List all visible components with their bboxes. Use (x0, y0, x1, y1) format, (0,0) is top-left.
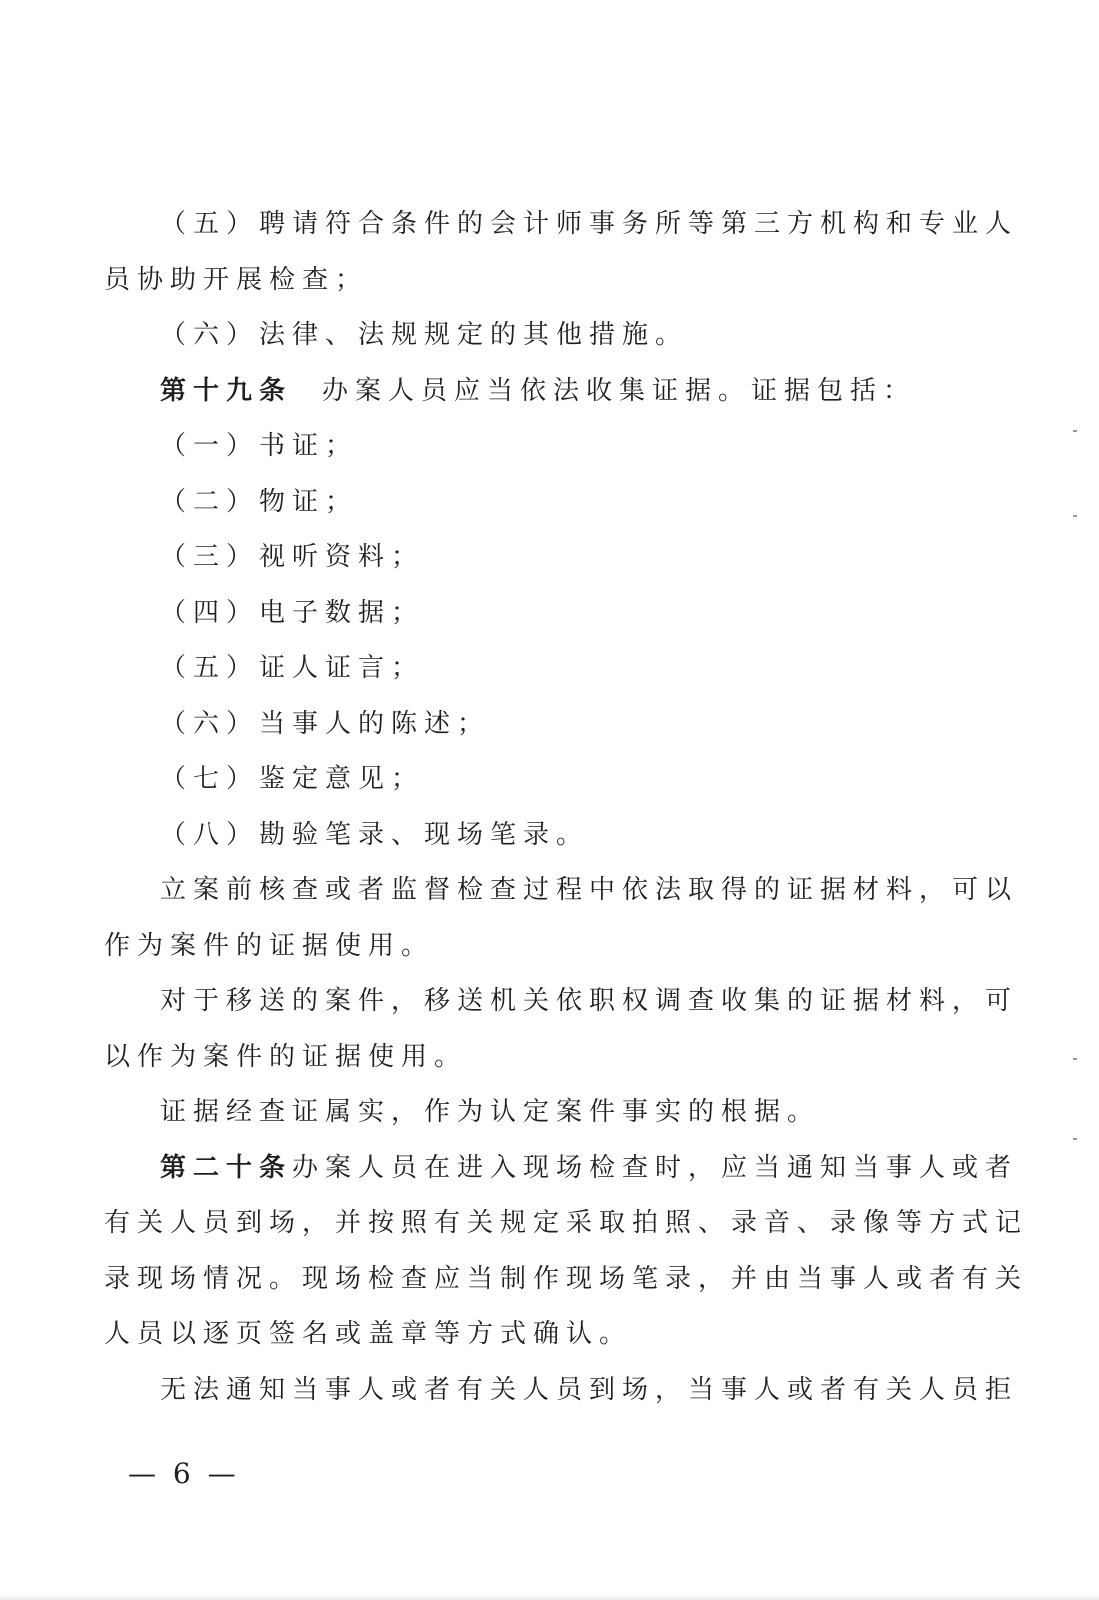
text-line: 人员以逐页签名或盖章等方式确认。 (104, 1319, 633, 1349)
text-line: 以作为案件的证据使用。 (104, 1042, 468, 1072)
list-item: （二）物证； (160, 487, 359, 517)
scan-mark (1073, 430, 1077, 432)
article-heading: 第二十条 (160, 1153, 293, 1183)
list-item: （八）勘验笔录、现场笔录。 (160, 820, 590, 850)
text-line: 录现场情况。现场检查应当制作现场笔录，并由当事人或者有关 (104, 1264, 1029, 1294)
article-20-line (160, 1148, 1018, 1188)
list-item: （七）鉴定意见； (160, 764, 425, 794)
list-item: （三）视听资料； (160, 542, 425, 572)
text-line: 证据经查证属实，作为认定案件事实的根据。 (160, 1097, 821, 1127)
article-heading: 第十九条 (160, 376, 293, 406)
list-item: （一）书证； (160, 431, 359, 461)
text-line: （六）法律、法规规定的其他措施。 (160, 320, 689, 350)
text-line: 作为案件的证据使用。 (104, 931, 435, 961)
list-item: （四）电子数据； (160, 598, 425, 628)
page-number: — 6 — (128, 1457, 240, 1490)
list-item: （五）证人证言； (160, 653, 425, 683)
article-text: 办案人员应当依法收集证据。证据包括： (322, 376, 917, 406)
text-line: 无法通知当事人或者有关人员到场，当事人或者有关人员拒 (160, 1375, 1019, 1405)
scan-mark (1073, 515, 1077, 517)
text-line: 有关人员到场，并按照有关规定采取拍照、录音、录像等方式记 (104, 1208, 1029, 1238)
text-line: （五）聘请符合条件的会计师事务所等第三方机构和专业人 (160, 209, 1019, 239)
article-text: 办案人员在进入现场检查时，应当通知当事人或者 (292, 1153, 1019, 1183)
scan-mark (1073, 1058, 1077, 1060)
text-line: 对于移送的案件，移送机关依职权调查收集的证据材料，可 (160, 986, 1019, 1016)
scan-edge (0, 1594, 1099, 1600)
scan-mark (1073, 1138, 1077, 1140)
article-19-line (160, 371, 916, 411)
text-line: 立案前核查或者监督检查过程中依法取得的证据材料，可以 (160, 875, 1019, 905)
list-item: （六）当事人的陈述； (160, 709, 491, 739)
text-line: 员协助开展检查； (104, 265, 369, 295)
